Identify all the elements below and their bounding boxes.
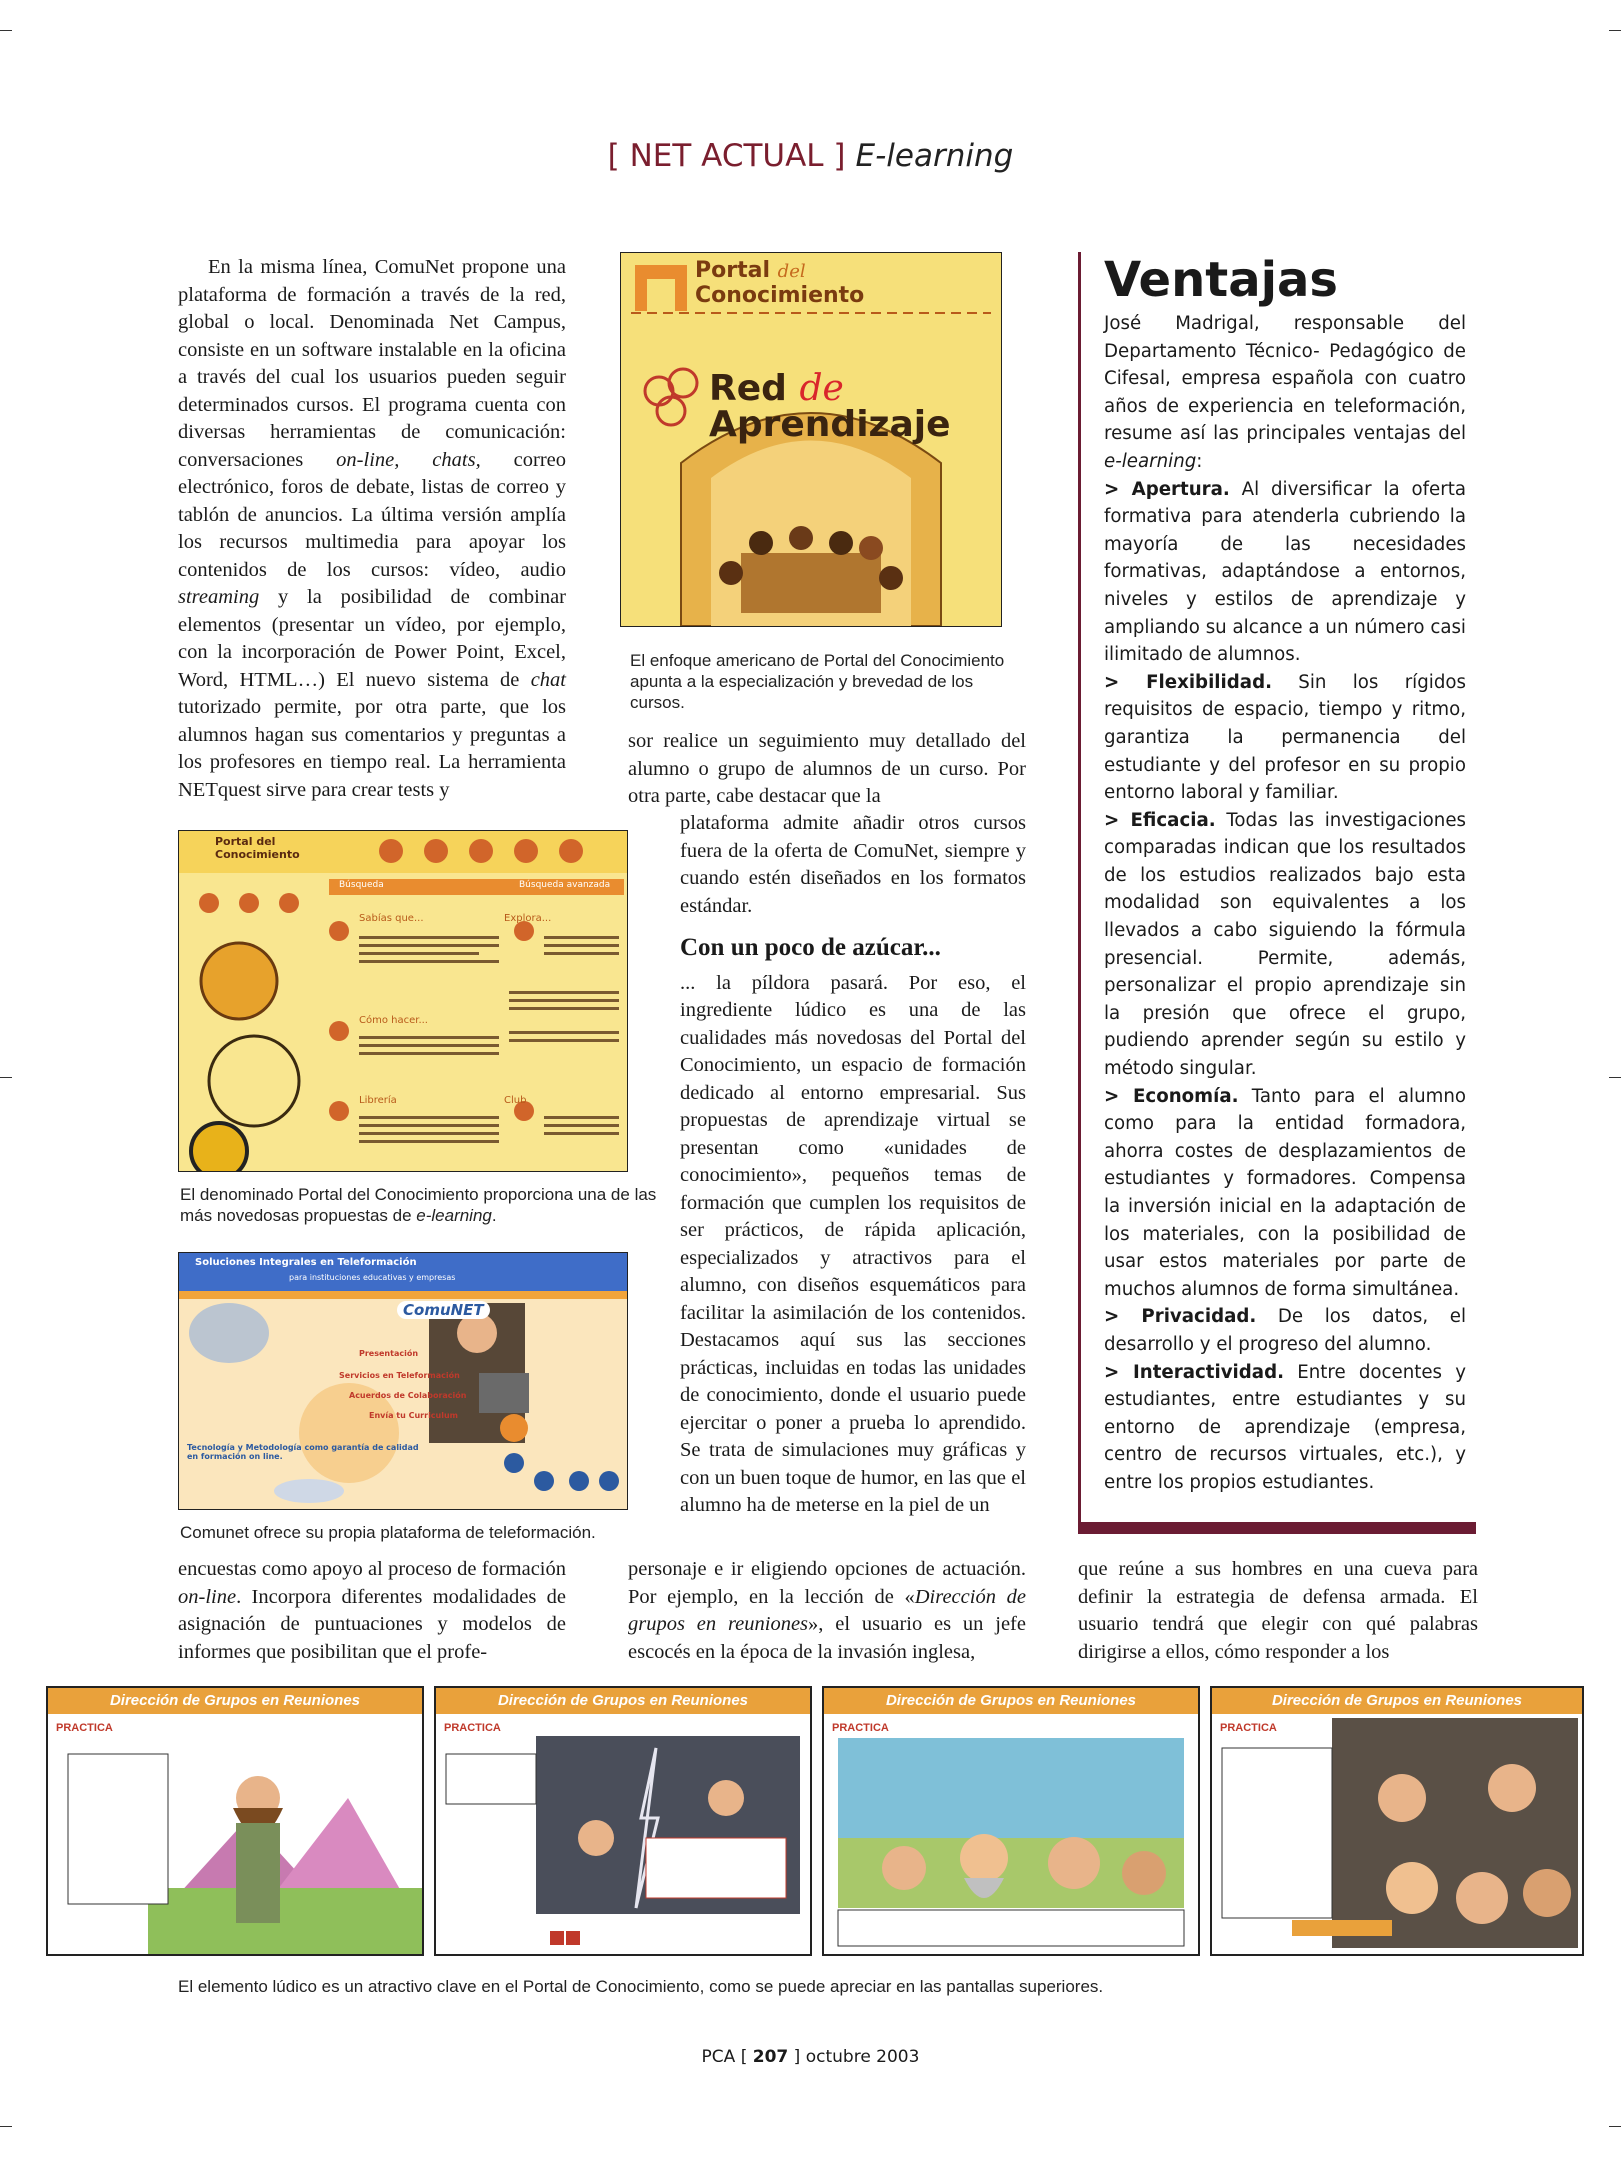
sidebar-bottom-bar <box>1078 1522 1476 1534</box>
fig3-caption: Comunet ofrece su propia plataforma de teleformación. <box>180 1523 596 1542</box>
paragraph: personaje e ir eligiendo opciones de actuación. Por ejemplo, en la lección de «Dirección de grupos en reuniones», el usuario es un jefe escocés en la época de la invasión inglesa, <box>628 1558 1026 1663</box>
strip-label: PRACTICA <box>832 1722 889 1734</box>
strip-screen-4 <box>1210 1686 1584 1956</box>
strip-caption: El elemento lúdico es un atractivo clave en el Portal de Conocimiento, como se puede apreciar en las pantallas superiores. <box>178 1977 1104 1996</box>
sidebar-item-interactividad: > Interactividad. Entre docentes y estudiantes, entre estudiantes y su entorno de aprendizaje (empresa, centro de recursos virtuales, etc.), y entre los propios estudiantes. <box>1104 1361 1467 1493</box>
article-column-2-bottom <box>628 1556 1026 1666</box>
strip-title: Dirección de Grupos en Reuniones <box>1212 1688 1582 1714</box>
paragraph: ... la píldora pasará. Por eso, el ingrediente lúdico es una de las cualidades más novedosas del Portal del Conocimiento, un espacio de formación dedicado al entorno empresarial. Sus propuestas de aprendizaje virtual se presentan como «unidades de conocimiento», pequeños temas de formación que cumplen los requisitos de ser prácticos, de rápida aplicación, especializados y atractivos para el alumno, con diseños esquemáticos para facilitar la asimilación de los contenidos. Destacamos aquí sus las secciones prácticas, incluidas en todas las unidades de conocimiento, donde el usuario puede ejercitar o poner a prueba lo aprendido. Se trata de simulaciones muy gráficas y con un buen toque de humor, en las que el alumno ha de meterse en la piel de un <box>680 971 1026 1516</box>
strip-screen-3 <box>822 1686 1200 1956</box>
strip-title: Dirección de Grupos en Reuniones <box>48 1688 422 1714</box>
sidebar-item-economia: > Economía. Tanto para el alumno como para la entidad formadora, ahorra costes de desplazamientos de estudiantes y formadores. Compensa la inversión inicial en la adaptación de los materiales, con la posibilidad de usar estos materiales por parte de muchos alumnos de forma simultánea. <box>1104 1085 1466 1300</box>
article-column-2-wrap <box>680 810 1026 1520</box>
strip-label: PRACTICA <box>1220 1722 1277 1734</box>
sidebar-intro: José Madrigal, responsable del Departamento Técnico- Pedagógico de Cifesal, empresa española con cuatro años de experiencia en teleformación, resume así las principales ventajas del e-learning: <box>1104 313 1466 472</box>
fig2-section-club: Club <box>504 1095 527 1106</box>
page-footer: PCA [ 207 ] octubre 2003 <box>701 2047 920 2067</box>
article-column-1 <box>178 254 566 804</box>
fig3-banner: Soluciones Integrales en Teleformación <box>195 1257 417 1268</box>
figure-comunet <box>178 1252 628 1510</box>
fig2-section-explora: Explora... <box>504 913 552 924</box>
subsection-label: E-learning <box>855 138 1014 174</box>
strip-label: PRACTICA <box>444 1722 501 1734</box>
strip-scene-2 <box>436 1688 810 1954</box>
subheading: Con un poco de azúcar... <box>680 934 941 961</box>
fig2-section-como: Cómo hacer... <box>359 1015 428 1026</box>
crop-mark <box>1609 30 1621 31</box>
crop-mark <box>0 2126 12 2127</box>
page-number: 207 <box>752 2047 789 2067</box>
paragraph: En la misma línea, ComuNet propone una plataforma de formación a través de la red, global o local. Denominada Net Campus, consiste en un software instalable en la oficina a través del cual los usuarios pueden seguir determinados cursos. El programa cuenta con diversas herramientas de comunicación: conversaciones on-line, chats, correo electrónico, foros de debate, listas de correo y tablón de anuncios. La última versión amplía los recursos multimedia para apoyar los contenidos de los cursos: vídeo, audio streaming y la posibilidad de combinar elementos (presentar un vídeo, por ejemplo, con la incorporación de Power Point, Excel, Word, HTML…) El nuevo sistema de chat tutorizado permite, por otra parte, que los alumnos hagan sus comentarios y preguntas a los profesores en tiempo real. La herramienta NETquest sirve para crear tests y <box>178 256 566 801</box>
article-column-3-bottom <box>1078 1556 1478 1666</box>
page-header <box>0 138 1621 174</box>
fig2-search-advanced: Búsqueda avanzada <box>519 880 611 890</box>
section-label: [ NET ACTUAL ] <box>607 138 846 174</box>
strip-screen-2 <box>434 1686 812 1956</box>
strip-scene-1 <box>48 1688 422 1954</box>
crop-mark <box>1609 1077 1621 1078</box>
strip-scene-4 <box>1212 1688 1582 1954</box>
paragraph: que reúne a sus hombres en una cueva para definir la estrategia de defensa armada. El usuario tendrá que elegir con qué palabras dirigirse a ellos, cómo responder a los <box>1078 1558 1478 1663</box>
strip-label: PRACTICA <box>56 1722 113 1734</box>
article-column-2-top <box>628 728 1026 811</box>
paragraph: plataforma admite añadir otros cursos fuera de la oferta de ComuNet, siempre y cuando estén diseñados en los formatos estándar. <box>680 812 1026 917</box>
fig1-logo: Portal del Conocimiento <box>695 258 865 308</box>
fig3-menu-3: Acuerdos de Colaboración <box>349 1391 467 1400</box>
footer-date: octubre 2003 <box>805 2047 920 2067</box>
fig2-logo: Portal del Conocimiento <box>215 835 300 861</box>
sidebar-item-apertura: > Apertura. Al diversificar la oferta formativa para atenderla cubriendo la mayoría de las necesidades formativas, adaptándose a entornos, niveles y estilos de aprendizaje y ampliando su alcance a un número casi ilimitado de alumnos. <box>1104 478 1466 666</box>
strip-title: Dirección de Grupos en Reuniones <box>436 1688 810 1714</box>
sidebar-item-eficacia: > Eficacia. Todas las investigaciones comparadas indican que los resultados de los estudios realizados bajo esta modalidad son equivalentes a los llevados a cabo siguiendo la fórmula presencial. Permite, además, personalizar el propio aprendizaje sin la presión que ofrece el grupo, pudiendo aprender según su estilo y método singular. <box>1104 809 1466 1080</box>
figure-red-aprendizaje <box>620 252 1002 627</box>
fig3-menu-1: Presentación <box>359 1349 419 1358</box>
footer-publication: PCA <box>701 2047 736 2067</box>
fig3-tagline: Tecnología y Metodología como garantía de calidad en formación on line. <box>187 1443 419 1461</box>
sidebar-ventajas <box>1104 252 1466 1497</box>
strip-title: Dirección de Grupos en Reuniones <box>824 1688 1198 1714</box>
fig2-caption: El denominado Portal del Conocimiento proporciona una de las más novedosas propuestas de e-learning. <box>180 1185 657 1225</box>
article-column-1-bottom <box>178 1556 566 1666</box>
sidebar-rule <box>1078 252 1081 1530</box>
fig1-title: Red de Aprendizaje <box>709 368 951 445</box>
sidebar-item-flexibilidad: > Flexibilidad. Sin los rígidos requisitos de espacio, tiempo y ritmo, garantiza la permanencia del estudiante y del profesor en su propio entorno laboral y familiar. <box>1104 671 1466 804</box>
fig1-caption: El enfoque americano de Portal del Conocimiento apunta a la especialización y brevedad de los cursos. <box>630 651 1005 712</box>
sidebar-item-privacidad: > Privacidad. De los datos, el desarrollo y el progreso del alumno. <box>1104 1306 1466 1355</box>
comunet-screenshot-illustration <box>179 1253 627 1509</box>
strip-screen-1 <box>46 1686 424 1956</box>
fig2-section-sabias: Sabías que... <box>359 913 424 924</box>
fig2-search-label: Búsqueda <box>339 880 384 890</box>
crop-mark <box>0 1077 12 1078</box>
figure-portal-conocimiento <box>178 830 628 1172</box>
fig3-brand: ComuNET <box>397 1301 490 1319</box>
crop-mark <box>1609 2126 1621 2127</box>
strip-scene-3 <box>824 1688 1198 1954</box>
fig2-section-libreria: Librería <box>359 1095 397 1106</box>
sidebar-title: Ventajas <box>1104 252 1338 308</box>
paragraph: sor realice un seguimiento muy detallado del alumno o grupo de alumnos de un curso. Por otra parte, cabe destacar que la <box>628 730 1026 807</box>
fig3-menu-2: Servicios en Teleformación <box>339 1371 460 1380</box>
crop-mark <box>0 30 12 31</box>
fig3-banner-sub: para instituciones educativas y empresas <box>289 1273 456 1282</box>
fig3-menu-4: Envía tu Curriculum <box>369 1411 459 1420</box>
paragraph: encuestas como apoyo al proceso de formación on-line. Incorpora diferentes modalidades de asignación de puntuaciones y modelos de informes que posibilitan que el profe- <box>178 1558 566 1663</box>
